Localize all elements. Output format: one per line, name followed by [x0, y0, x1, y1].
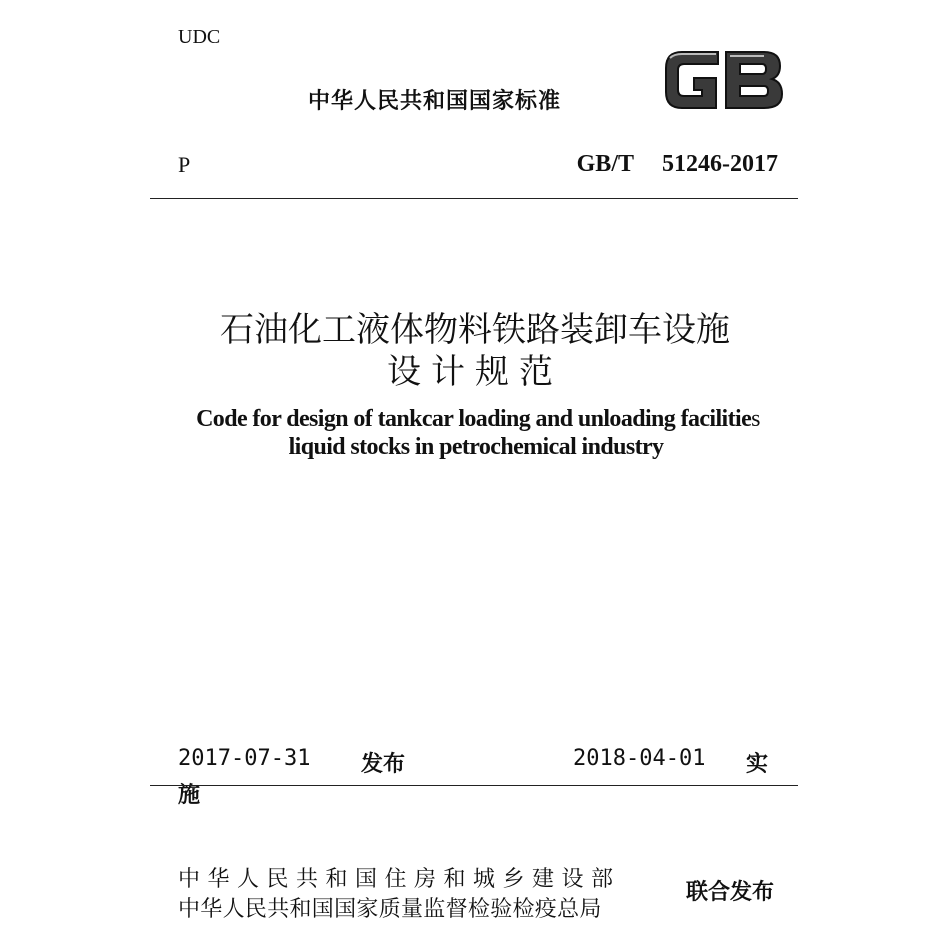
gb-logo-b — [726, 52, 782, 108]
title-cn-line2: 设计规范 — [387, 352, 563, 392]
udc-label: UDC — [178, 26, 221, 48]
title-en-line1-main: Code for design of tankcar loading and unloading facilitie — [196, 406, 752, 432]
title-en-line2: liquid stocks in petrochemical industry — [288, 434, 664, 460]
category-code: P — [178, 152, 191, 177]
bottom-divider — [150, 785, 798, 786]
gb-logo-g — [666, 52, 718, 108]
issuer-line2: 中华人民共和国国家质量监督检验检疫总局 — [178, 897, 602, 922]
title-cn-line1: 石油化工液体物料铁路装卸车设施 — [220, 310, 730, 350]
implement-date: 2018-04-01 — [573, 746, 706, 771]
standard-code-prefix: GB/T — [576, 151, 634, 177]
joint-issue-label: 联合发布 — [686, 880, 775, 905]
top-divider — [150, 198, 798, 199]
implement-label-part2: 施 — [178, 783, 201, 808]
title-en-line1-tail: s — [751, 406, 760, 432]
standard-number — [577, 151, 778, 178]
issuer-line1: 中华人民共和国住房和城乡建设部 — [178, 867, 621, 892]
standard-type-heading: 中华人民共和国国家标准 — [308, 89, 562, 114]
standard-code-number: 51246-2017 — [662, 151, 778, 177]
implement-label-part1: 实 — [746, 752, 769, 777]
issue-label: 发布 — [361, 752, 406, 777]
title-en-line1 — [0, 406, 950, 433]
issue-date: 2017-07-31 — [178, 746, 311, 771]
gb-logo — [660, 44, 786, 114]
